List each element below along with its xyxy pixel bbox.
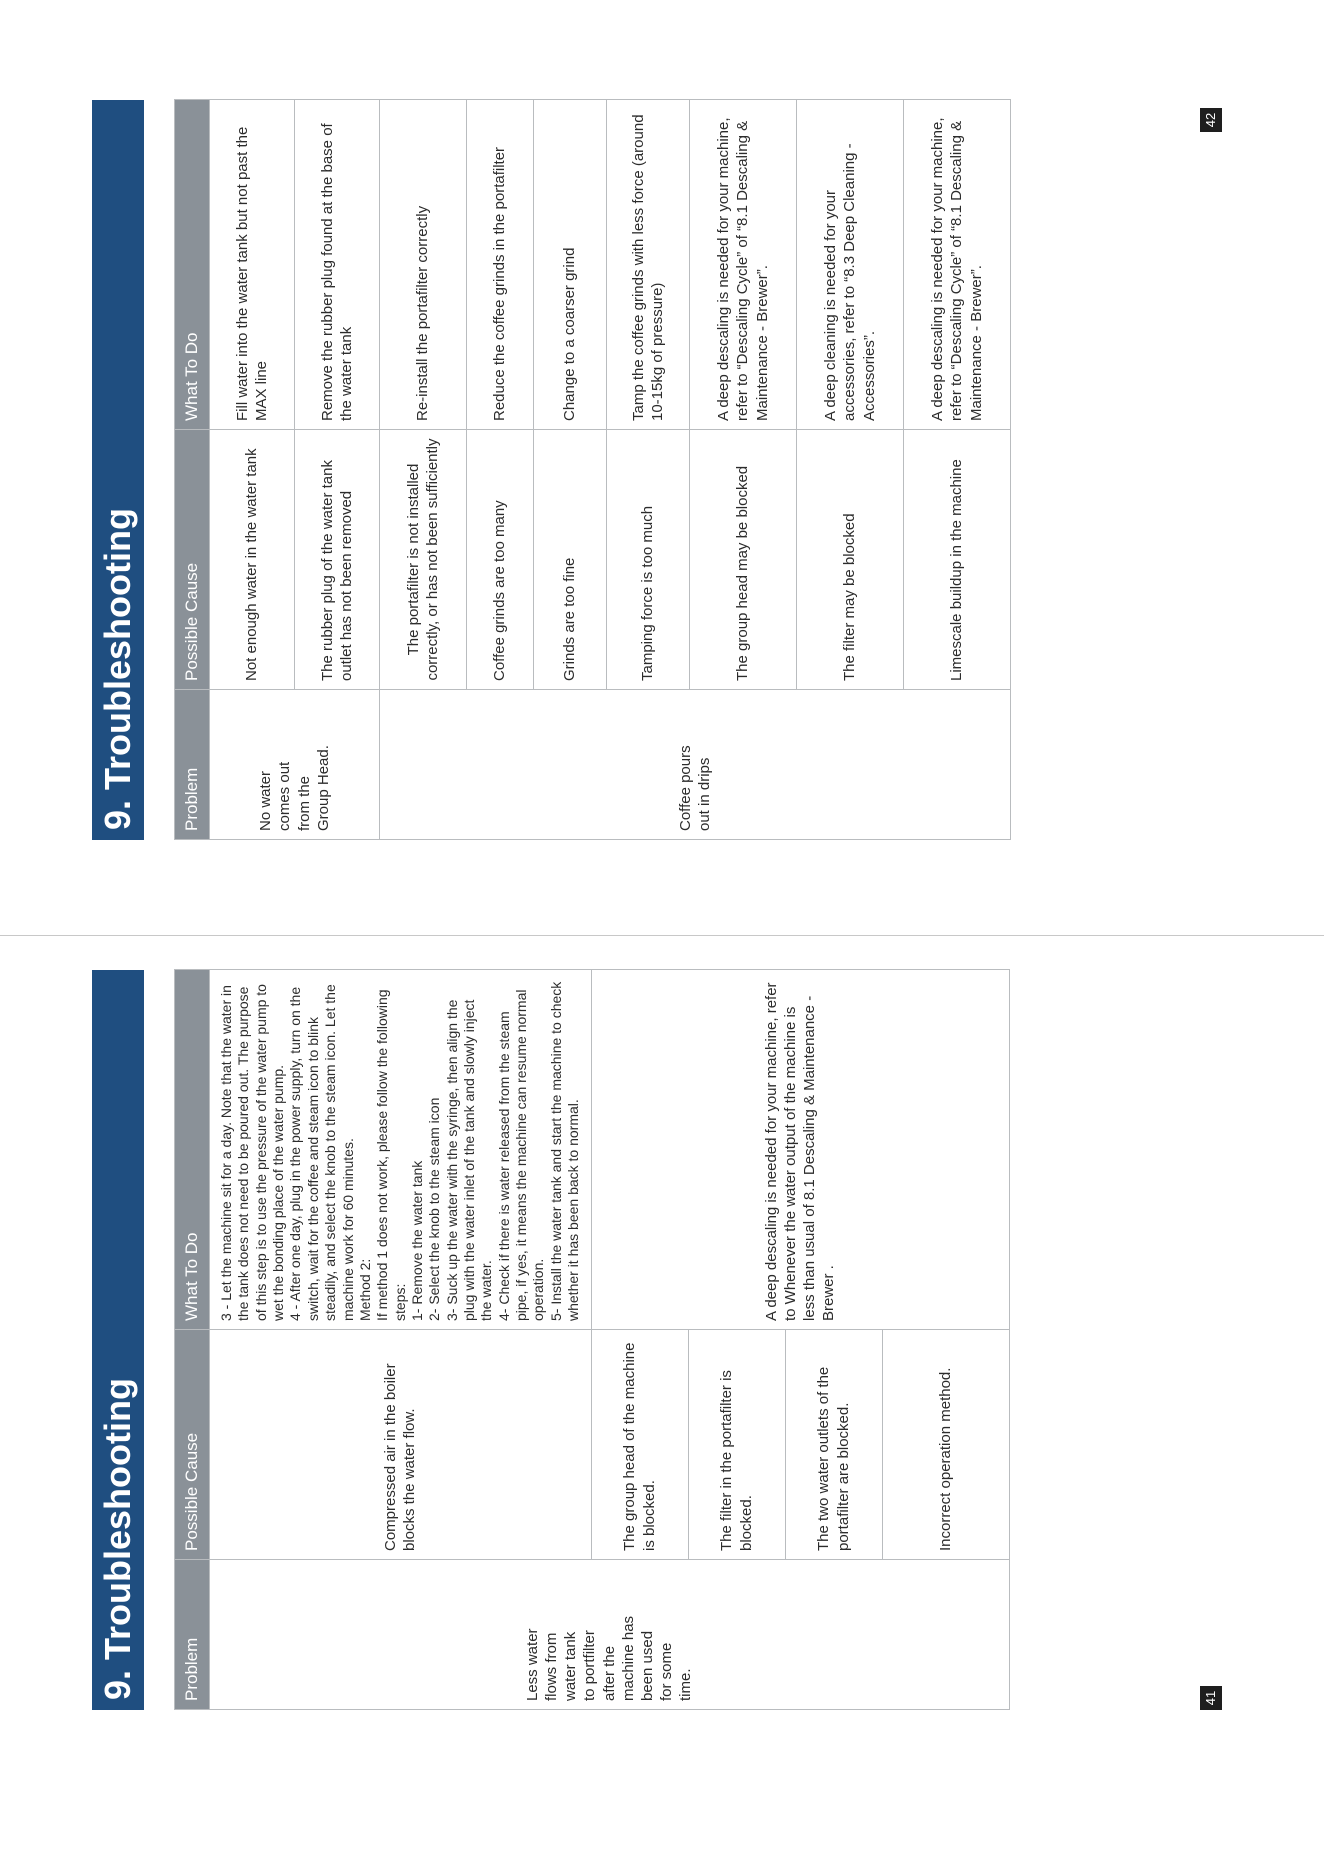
cause-cell: Incorrect operation method. [882,1330,1009,1560]
cause-cell: The filter in the portafilter is blocked. [688,1330,785,1560]
cause-cell: Compressed air in the boiler blocks the water flow. [210,1330,592,1560]
table-header-row [175,970,210,1710]
todo-cell: A deep descaling is needed for your machine, refer to “Descaling Cycle” of “8.1 Descaling & Maintenance - Brewer”. [690,100,797,430]
table-row [210,970,592,1710]
cause-cell: The group head of the machine is blocked. [591,1330,688,1560]
page-title: 9. Troubleshooting [92,970,144,1710]
header-what-to-do: What To Do [175,100,210,430]
todo-cell: Remove the rubber plug found at the base of the water tank [295,100,380,430]
page-divider [0,935,1324,936]
cause-cell: Limescale buildup in the machine [904,430,1011,690]
header-possible-cause: Possible Cause [175,430,210,690]
todo-cell: A deep descaling is needed for your machine, refer to “Descaling Cycle” of “8.1 Descaling & Maintenance - Brewer”. [904,100,1011,430]
table-row [380,100,467,840]
cause-cell: Tamping force is too much [607,430,690,690]
page-42 [92,100,1232,840]
page-number: 42 [1200,108,1222,132]
cause-cell: The rubber plug of the water tank outlet has not been removed [295,430,380,690]
cause-cell: The group head may be blocked [690,430,797,690]
cause-cell: Not enough water in the water tank [210,430,295,690]
header-problem: Problem [175,1560,210,1710]
header-problem: Problem [175,690,210,840]
cause-cell: Grinds are too fine [534,430,607,690]
table-row [210,100,295,840]
todo-cell: Re-install the portafilter correctly [380,100,467,430]
cause-cell: The filter may be blocked [797,430,904,690]
todo-cell: A deep descaling is needed for your machine, refer to Whenever the water output of the machine is less than usual of 8.1 Descaling & Maintenance - Brewer . [591,970,1009,1330]
todo-cell: Fill water into the water tank but not past the MAX line [210,100,295,430]
header-what-to-do: What To Do [175,970,210,1330]
todo-cell: Reduce the coffee grinds in the portafilter [467,100,534,430]
cause-cell: The two water outlets of the portafilter are blocked. [785,1330,882,1560]
problem-cell: Less water flows from water tank to portfilter after the machine has been used for some time. [210,1560,1010,1710]
cause-cell: Coffee grinds are too many [467,430,534,690]
header-possible-cause: Possible Cause [175,1330,210,1560]
problem-cell: No water comes out from the Group Head. [210,690,380,840]
page-number: 41 [1200,1686,1222,1710]
page-41 [92,970,1232,1710]
troubleshooting-table [174,969,1010,1710]
todo-cell: A deep cleaning is needed for your accessories, refer to “8.3 Deep Cleaning -Accessories”. [797,100,904,430]
cause-cell: The portafilter is not installed correctly, or has not been sufficiently [380,430,467,690]
todo-cell: Tamp the coffee grinds with less force (around 10-15kg of pressure) [607,100,690,430]
todo-cell: 3 - Let the machine sit for a day. Note that the water in the tank does not need to be poured out. The purpose of this step is to use the pressure of the water pump to wet the bonding place of the water pump. 4 - After one day, plug in the power supply, turn on the switch, wait for the coffee and steam icon to blink steadily, and select the knob to the steam icon. Let the machine work for 60 minutes. Method 2: If method 1 does not work, please follow the following steps: 1- Remove the water tank 2- Select the knob to the steam icon 3- Suck up the water with the syringe, then align the plug with the water inlet of the tank and slowly inject the water. 4- Check if there is water released from the steam pipe, if yes, it means the machine can resume normal operation. 5- Install the water tank and start the machine to check whether it has been back to normal. [210,970,592,1330]
page-title: 9. Troubleshooting [92,100,144,840]
table-header-row [175,100,210,840]
todo-cell: Change to a coarser grind [534,100,607,430]
troubleshooting-table [174,99,1011,840]
problem-cell: Coffee pours out in drips [380,690,1011,840]
